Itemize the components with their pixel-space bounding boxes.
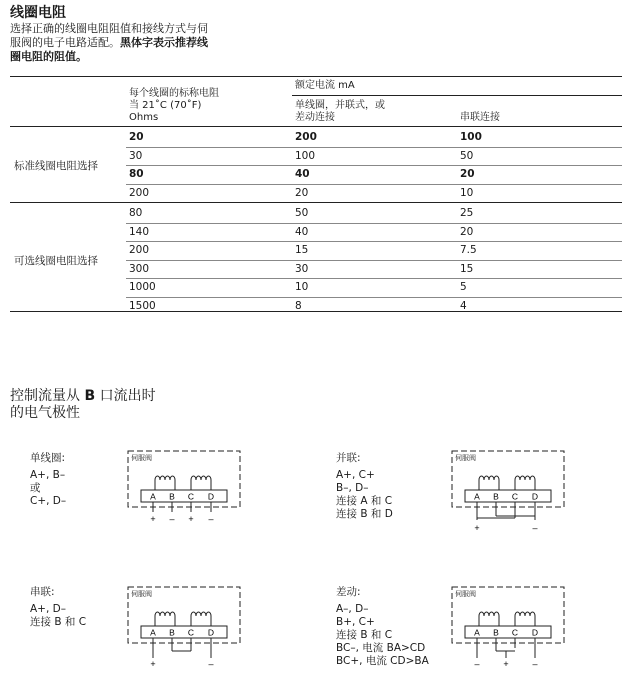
series-wiring-diagram: [127, 586, 242, 669]
parallel-wiring-diagram: [451, 450, 566, 533]
single-config-line: 或: [30, 482, 41, 494]
col-single-header-1: 单线圈，并联式，或: [295, 100, 385, 111]
differential-wiring-diagram: [451, 586, 566, 669]
wiring-schematic: [451, 450, 566, 535]
polarity-sign: –: [474, 659, 480, 669]
cell-ohms: 1500: [129, 299, 156, 312]
cell-ohms: 30: [129, 149, 143, 162]
terminal-d: D: [207, 627, 215, 638]
polarity-sign: +: [188, 514, 194, 524]
terminal-c: C: [187, 627, 195, 638]
cell-single: 50: [295, 207, 309, 219]
cell-single: 15: [295, 244, 309, 256]
differential-config-line: 连接 B 和 C: [336, 629, 393, 641]
col-single-header-2: 差动连接: [295, 112, 335, 123]
polarity-sign: –: [208, 514, 214, 524]
cell-series: 10: [460, 186, 474, 199]
cell-series: 100: [460, 131, 482, 143]
table-bottom-rule: [10, 311, 622, 312]
coil-resistance-table: [10, 76, 622, 312]
col-series-header: 串联连接: [460, 112, 500, 123]
parallel-config-line: 连接 A 和 C: [336, 495, 393, 507]
row-divider: [126, 241, 622, 242]
series-config-line: 串联:: [30, 586, 55, 598]
coil-icon: [155, 612, 175, 626]
polarity-sign: +: [474, 523, 480, 533]
row-divider: [126, 297, 622, 298]
cell-series: 25: [460, 207, 474, 219]
parallel-config-line: 并联:: [336, 452, 361, 464]
cell-single: 40: [295, 168, 310, 180]
intro-text: [10, 22, 240, 64]
servo-valve-label: 伺服阀: [131, 590, 152, 598]
intro-line-3: 圈电阻的阻值。: [10, 50, 87, 63]
terminal-a: A: [150, 491, 156, 502]
single-wiring-diagram: [127, 450, 242, 524]
intro-line-2: 服阀的电子电路适配。: [10, 36, 120, 49]
terminal-d: D: [531, 627, 539, 638]
differential-config-line: B+, C+: [336, 616, 375, 628]
coil-icon: [191, 612, 211, 626]
polarity-heading: [10, 388, 156, 422]
cell-single: 20: [295, 186, 309, 199]
terminal-c: C: [511, 627, 519, 638]
cell-series: 20: [460, 225, 474, 238]
cell-series: 50: [460, 149, 474, 162]
group-header-rule: [292, 95, 622, 96]
terminal-b: B: [493, 491, 499, 502]
row-divider: [126, 260, 622, 261]
terminal-a: A: [474, 627, 480, 638]
parallel-config-line: 连接 B 和 D: [336, 508, 393, 520]
servo-valve-label: 伺服阀: [131, 454, 152, 462]
single-config-line: C+, D–: [30, 495, 67, 507]
polarity-heading-line2: 的电气极性: [10, 405, 80, 421]
differential-config-line: 差动:: [336, 586, 361, 598]
cell-series: 4: [460, 299, 467, 312]
terminal-b: B: [169, 627, 175, 638]
col-ohms-header-2: 当 21˚C (70˚F): [129, 100, 202, 111]
row-divider: [126, 165, 622, 166]
terminal-c: C: [511, 491, 519, 502]
wiring-schematic: [127, 450, 242, 535]
cell-ohms: 80: [129, 168, 144, 180]
col-ohms-header-3: Ohms: [129, 112, 159, 123]
col-ohms-header-1: 每个线圈的标称电阻: [129, 88, 219, 99]
cell-ohms: 300: [129, 262, 150, 275]
group-label: 可选线圈电阻选择: [14, 254, 98, 267]
polarity-heading-port: B: [84, 388, 96, 404]
polarity-sign: –: [169, 514, 175, 524]
polarity-heading-suffix: 口流出时: [95, 388, 156, 404]
cell-ohms: 20: [129, 131, 144, 143]
polarity-sign: –: [532, 659, 538, 669]
terminal-a: A: [150, 627, 156, 638]
terminal-b: B: [169, 491, 175, 502]
group-label: 标准线圈电阻选择: [14, 160, 98, 172]
cell-single: 100: [295, 149, 316, 162]
wiring-schematic: [451, 586, 566, 671]
differential-config-line: BC+, 电流 CD>BA: [336, 655, 429, 667]
differential-config-line: BC–, 电流 BA>CD: [336, 642, 426, 654]
polarity-sign: +: [150, 514, 156, 524]
polarity-heading-prefix: 控制流量从: [10, 388, 85, 404]
wiring-schematic: [127, 586, 242, 671]
header-bottom-rule: [10, 126, 622, 127]
single-config-line: A+, B–: [30, 469, 66, 481]
cell-single: 200: [295, 131, 317, 143]
group-divider: [10, 202, 622, 203]
polarity-sign: +: [503, 659, 509, 669]
servo-valve-label: 伺服阀: [455, 454, 476, 462]
terminal-d: D: [531, 491, 539, 502]
cell-ohms: 140: [129, 225, 150, 238]
terminal-b: B: [493, 627, 499, 638]
cell-ohms: 80: [129, 207, 143, 219]
cell-single: 30: [295, 262, 309, 275]
section-title: 线圈电阻: [10, 5, 66, 21]
coil-icon: [479, 476, 499, 490]
cell-series: 20: [460, 168, 475, 180]
servo-valve-label: 伺服阀: [455, 590, 476, 598]
row-divider: [126, 223, 622, 224]
cell-ohms: 200: [129, 186, 150, 199]
table-top-rule: [10, 76, 622, 77]
coil-icon: [515, 612, 535, 626]
terminal-a: A: [474, 491, 480, 502]
intro-line-1: 选择正确的线圈电阻阻值和接线方式与伺: [10, 22, 208, 35]
coil-icon: [191, 476, 211, 490]
cell-single: 40: [295, 225, 309, 238]
terminal-d: D: [207, 491, 215, 502]
coil-icon: [479, 612, 499, 626]
row-divider: [126, 147, 622, 148]
cell-ohms: 200: [129, 244, 150, 256]
intro-line-2-bold: 黑体字表示推荐线: [120, 36, 208, 49]
row-divider: [126, 184, 622, 185]
parallel-config-line: A+, C+: [336, 469, 375, 481]
differential-config-line: A–, D–: [336, 603, 369, 615]
cell-ohms: 1000: [129, 281, 156, 293]
col-current-group-header: 额定电流 mA: [295, 80, 355, 91]
row-divider: [126, 278, 622, 279]
single-config-line: 单线圈:: [30, 452, 66, 464]
cell-single: 8: [295, 299, 302, 312]
coil-icon: [155, 476, 175, 490]
polarity-sign: +: [150, 659, 156, 669]
polarity-sign: –: [208, 659, 214, 669]
cell-single: 10: [295, 281, 309, 293]
cell-series: 7.5: [460, 244, 477, 256]
series-config-line: 连接 B 和 C: [30, 616, 87, 628]
cell-series: 5: [460, 281, 467, 293]
terminal-c: C: [187, 491, 195, 502]
coil-icon: [515, 476, 535, 490]
parallel-config-line: B–, D–: [336, 482, 369, 494]
cell-series: 15: [460, 262, 474, 275]
series-config-line: A+, D–: [30, 603, 66, 615]
polarity-sign: –: [532, 523, 538, 533]
